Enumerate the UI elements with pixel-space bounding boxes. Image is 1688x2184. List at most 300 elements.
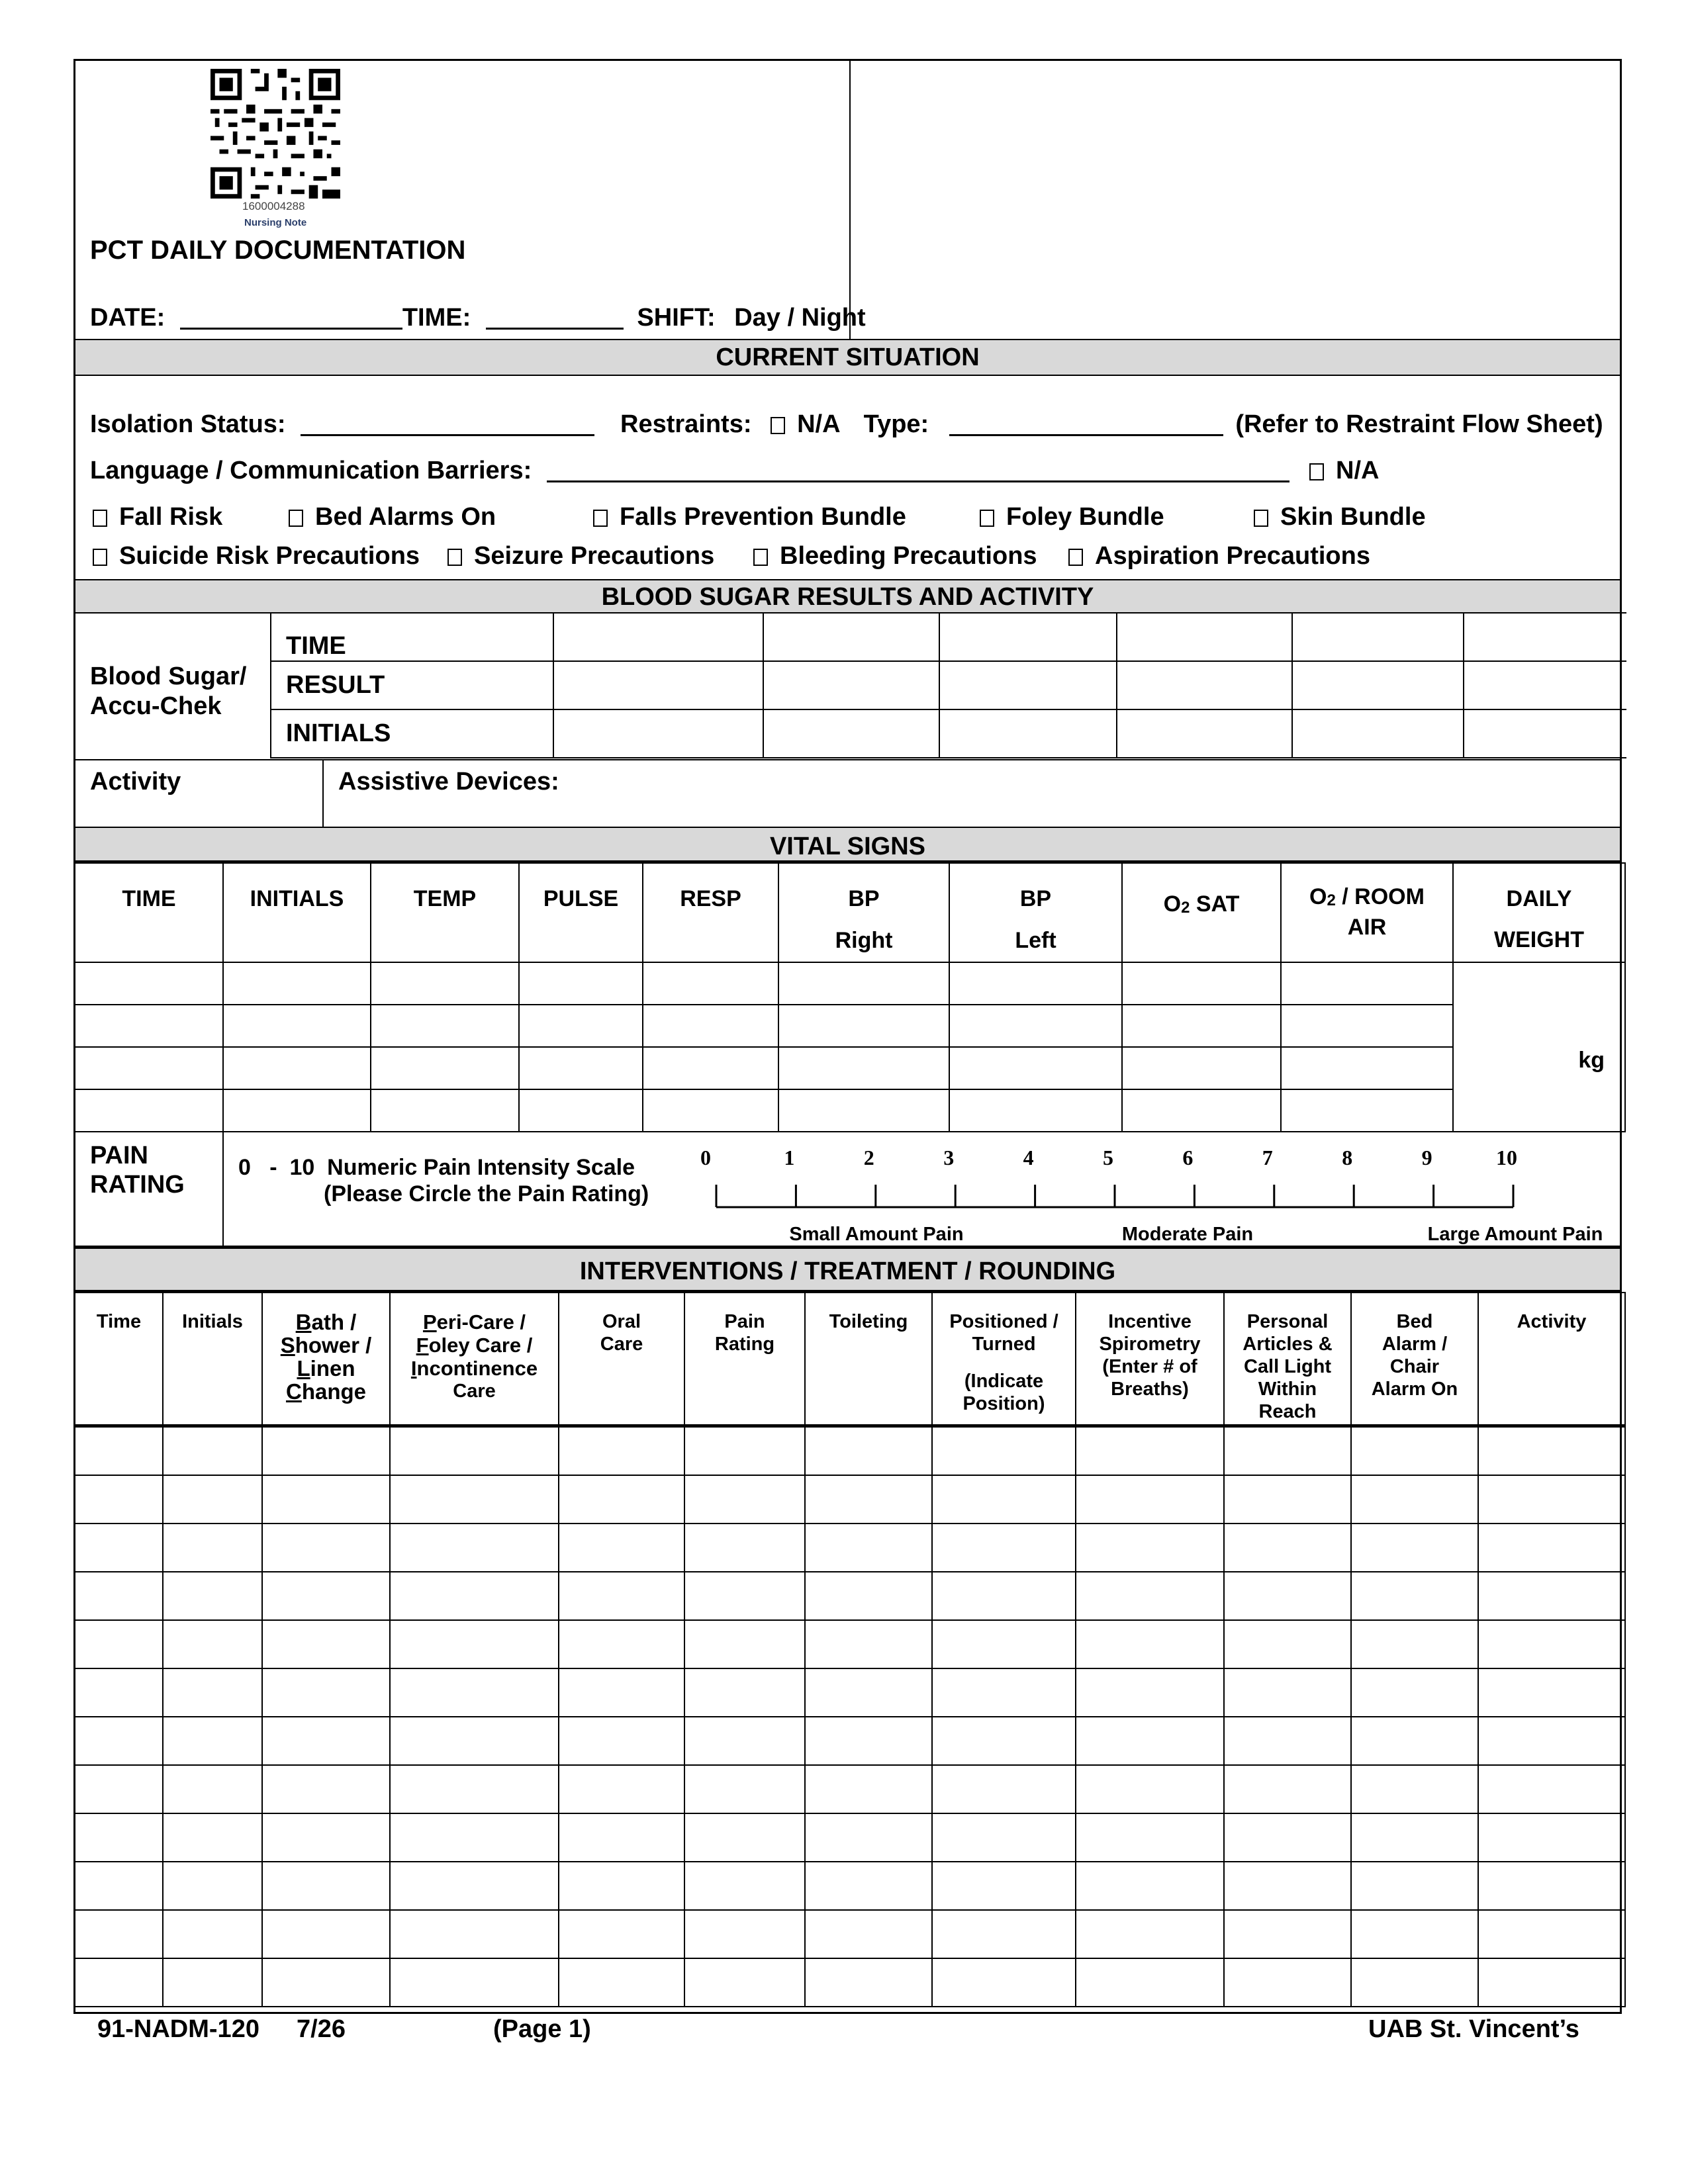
- table-cell[interactable]: [684, 1813, 805, 1862]
- table-cell[interactable]: [949, 1089, 1122, 1132]
- table-cell[interactable]: [1281, 1005, 1453, 1047]
- table-cell[interactable]: [932, 1524, 1076, 1572]
- restraint-type-field[interactable]: [949, 413, 1223, 436]
- table-cell[interactable]: [1351, 1668, 1478, 1717]
- table-cell[interactable]: [1478, 1813, 1625, 1862]
- table-row: [75, 1862, 1625, 1910]
- table-cell[interactable]: [684, 1910, 805, 1958]
- table-cell[interactable]: [75, 1047, 223, 1089]
- header-divider: [849, 61, 851, 340]
- col-o2-sat-text: SAT: [1190, 891, 1240, 917]
- table-cell[interactable]: [1076, 1958, 1224, 2007]
- table-cell[interactable]: [1351, 1765, 1478, 1813]
- table-cell[interactable]: [559, 1620, 684, 1668]
- checkbox-icon[interactable]: [593, 510, 608, 527]
- table-cell[interactable]: [778, 1005, 949, 1047]
- table-cell[interactable]: [262, 1620, 390, 1668]
- pain-scale-note: (Please Circle the Pain Rating): [324, 1181, 649, 1206]
- table-cell[interactable]: [75, 1089, 223, 1132]
- restraints-na-checkbox[interactable]: [771, 417, 785, 434]
- table-cell[interactable]: [1478, 1862, 1625, 1910]
- pain-scale-number[interactable]: 6: [1182, 1146, 1194, 1169]
- table-cell[interactable]: [805, 1572, 932, 1620]
- table-row: [75, 1005, 1625, 1047]
- table-cell[interactable]: [805, 1426, 932, 1475]
- table-cell[interactable]: [684, 1620, 805, 1668]
- table-cell[interactable]: [1076, 1862, 1224, 1910]
- table-cell[interactable]: [75, 1813, 163, 1862]
- pain-scale-number[interactable]: 3: [943, 1146, 955, 1169]
- table-cell[interactable]: [932, 1668, 1076, 1717]
- table-cell[interactable]: [75, 1475, 163, 1524]
- col-positioned-turned: [932, 1293, 1076, 1426]
- pain-scale-number[interactable]: 5: [1103, 1146, 1113, 1169]
- interventions-body: [75, 1426, 1625, 2007]
- col-resp: [643, 863, 778, 962]
- table-cell[interactable]: [1224, 1765, 1351, 1813]
- table-cell[interactable]: [390, 1668, 559, 1717]
- table-cell[interactable]: [390, 1765, 559, 1813]
- checkbox-icon[interactable]: [1068, 549, 1083, 566]
- table-cell[interactable]: [684, 1958, 805, 2007]
- table-cell[interactable]: [223, 1005, 371, 1047]
- table-cell[interactable]: [932, 1862, 1076, 1910]
- table-cell[interactable]: [778, 962, 949, 1005]
- col-time-label: TIME: [122, 886, 176, 911]
- peri-p: P: [422, 1310, 437, 1334]
- table-cell[interactable]: [262, 1765, 390, 1813]
- table-cell[interactable]: [1076, 1765, 1224, 1813]
- table-cell[interactable]: [262, 1910, 390, 1958]
- table-cell[interactable]: [559, 1426, 684, 1475]
- col-pain-rating: [684, 1293, 805, 1426]
- table-cell[interactable]: [371, 962, 519, 1005]
- table-cell[interactable]: [559, 1524, 684, 1572]
- table-cell[interactable]: [390, 1717, 559, 1765]
- table-cell[interactable]: [1351, 1910, 1478, 1958]
- table-cell[interactable]: [390, 1958, 559, 2007]
- table-cell[interactable]: [1076, 1717, 1224, 1765]
- checkbox-bleeding-precautions[interactable]: [753, 542, 1037, 570]
- checkbox-fall-risk[interactable]: [93, 503, 222, 531]
- date-field[interactable]: [180, 306, 402, 330]
- table-cell[interactable]: [1478, 1620, 1625, 1668]
- table-cell[interactable]: [559, 1910, 684, 1958]
- time-field[interactable]: [486, 306, 624, 330]
- pain-scale-number[interactable]: 4: [1023, 1146, 1034, 1169]
- table-cell[interactable]: [1351, 1862, 1478, 1910]
- table-cell[interactable]: [939, 661, 1117, 709]
- checkbox-label: Suicide Risk Precautions: [119, 542, 420, 570]
- table-cell[interactable]: [1224, 1862, 1351, 1910]
- table-cell[interactable]: [1122, 1047, 1281, 1089]
- table-cell[interactable]: [390, 1910, 559, 1958]
- table-cell[interactable]: [643, 962, 778, 1005]
- table-cell[interactable]: [1076, 1475, 1224, 1524]
- col-bath-shower-linen: [262, 1293, 390, 1426]
- table-cell[interactable]: [1224, 1572, 1351, 1620]
- pain-line1: Pain: [724, 1311, 765, 1332]
- table-row: [75, 1958, 1625, 2007]
- table-cell[interactable]: [1464, 661, 1626, 709]
- date-time-shift-row: [90, 304, 866, 332]
- table-cell[interactable]: [1478, 1910, 1625, 1958]
- page-number: (Page 1): [493, 2015, 591, 2043]
- table-cell[interactable]: [559, 1668, 684, 1717]
- table-cell[interactable]: [939, 613, 1117, 661]
- table-cell[interactable]: [805, 1524, 932, 1572]
- pain-scale-number[interactable]: 9: [1421, 1146, 1432, 1169]
- table-cell[interactable]: [262, 1668, 390, 1717]
- table-cell[interactable]: [1224, 1668, 1351, 1717]
- checkbox-icon[interactable]: [1254, 510, 1268, 527]
- col-initials-label: INITIALS: [250, 886, 344, 911]
- table-cell[interactable]: [75, 1572, 163, 1620]
- table-cell[interactable]: [949, 1005, 1122, 1047]
- table-cell[interactable]: [262, 1717, 390, 1765]
- inc-line4: Breaths): [1111, 1379, 1189, 1400]
- blood-sugar-label-line2: Accu-Chek: [90, 692, 222, 720]
- table-cell[interactable]: [932, 1910, 1076, 1958]
- row-label-text: RESULT: [286, 671, 385, 699]
- table-cell[interactable]: [262, 1524, 390, 1572]
- checkbox-suicide-risk[interactable]: [93, 542, 420, 570]
- table-cell[interactable]: [643, 1005, 778, 1047]
- pain-scale-title: 0 - 10 Numeric Pain Intensity Scale: [238, 1155, 635, 1180]
- pain-scale-number[interactable]: 8: [1342, 1146, 1353, 1169]
- pain-label-line1: PAIN: [90, 1142, 148, 1169]
- table-cell[interactable]: [163, 1717, 262, 1765]
- peri-rest3: ncontinence: [416, 1357, 538, 1380]
- table-cell[interactable]: [262, 1813, 390, 1862]
- table-cell[interactable]: [932, 1475, 1076, 1524]
- current-situation-heading: CURRENT SITUATION: [75, 339, 1620, 376]
- table-cell[interactable]: [559, 1862, 684, 1910]
- restraints-row: [620, 410, 1603, 439]
- table-cell[interactable]: [1224, 1426, 1351, 1475]
- table-cell[interactable]: [1122, 1005, 1281, 1047]
- table-cell[interactable]: [262, 1475, 390, 1524]
- table-cell[interactable]: [1351, 1475, 1478, 1524]
- table-cell[interactable]: [75, 1717, 163, 1765]
- col-activity: [1478, 1293, 1625, 1426]
- table-cell[interactable]: [163, 1862, 262, 1910]
- checkbox-aspiration-precautions[interactable]: [1068, 542, 1370, 570]
- table-cell[interactable]: [1117, 661, 1292, 709]
- table-cell[interactable]: [163, 1524, 262, 1572]
- table-cell[interactable]: [553, 613, 763, 661]
- col-time-label: Time: [96, 1311, 142, 1332]
- table-cell[interactable]: [1224, 1910, 1351, 1958]
- table-cell[interactable]: [390, 1813, 559, 1862]
- table-cell[interactable]: [1351, 1426, 1478, 1475]
- table-cell[interactable]: [1351, 1524, 1478, 1572]
- table-cell[interactable]: [1464, 709, 1626, 758]
- table-cell[interactable]: [932, 1620, 1076, 1668]
- checkbox-seizure-precautions[interactable]: [447, 542, 714, 570]
- table-cell[interactable]: [763, 661, 939, 709]
- checkbox-icon[interactable]: [980, 510, 994, 527]
- pain-scale-number[interactable]: 10: [1496, 1146, 1517, 1169]
- table-cell[interactable]: [939, 709, 1117, 758]
- table-cell[interactable]: [1224, 1958, 1351, 2007]
- table-cell[interactable]: [805, 1620, 932, 1668]
- table-cell[interactable]: [75, 1524, 163, 1572]
- table-cell[interactable]: [805, 1862, 932, 1910]
- checkbox-label: Seizure Precautions: [474, 542, 715, 570]
- table-cell[interactable]: [390, 1475, 559, 1524]
- table-cell[interactable]: [559, 1475, 684, 1524]
- table-cell[interactable]: [1076, 1813, 1224, 1862]
- table-cell[interactable]: [75, 1620, 163, 1668]
- table-cell[interactable]: [553, 709, 763, 758]
- table-cell[interactable]: [559, 1572, 684, 1620]
- table-cell[interactable]: [519, 962, 643, 1005]
- table-cell[interactable]: [1281, 962, 1453, 1005]
- restraint-type-label: Type:: [863, 410, 929, 438]
- col-daily-weight: [1453, 863, 1625, 962]
- table-cell[interactable]: [559, 1813, 684, 1862]
- table-cell[interactable]: [684, 1862, 805, 1910]
- table-cell[interactable]: [1478, 1958, 1625, 2007]
- table-cell[interactable]: [1224, 1475, 1351, 1524]
- table-cell[interactable]: [1224, 1717, 1351, 1765]
- table-cell[interactable]: [1478, 1572, 1625, 1620]
- checkbox-icon[interactable]: [753, 549, 768, 566]
- restraints-na-label: N/A: [797, 410, 840, 438]
- table-header-row: [75, 863, 1625, 962]
- table-cell[interactable]: [684, 1765, 805, 1813]
- table-cell[interactable]: [1224, 1620, 1351, 1668]
- table-cell[interactable]: [371, 1047, 519, 1089]
- table-cell[interactable]: [932, 1717, 1076, 1765]
- table-cell[interactable]: [1351, 1813, 1478, 1862]
- table-cell[interactable]: [75, 1862, 163, 1910]
- table-cell[interactable]: [778, 1047, 949, 1089]
- table-cell[interactable]: [223, 1047, 371, 1089]
- peri-i: I: [410, 1357, 417, 1380]
- table-row: [75, 1668, 1625, 1717]
- table-cell[interactable]: [559, 1958, 684, 2007]
- table-cell[interactable]: [1351, 1620, 1478, 1668]
- table-cell[interactable]: [390, 1572, 559, 1620]
- table-cell[interactable]: [684, 1572, 805, 1620]
- checkbox-falls-prevention-bundle[interactable]: [593, 503, 906, 531]
- table-cell[interactable]: [163, 1765, 262, 1813]
- table-cell[interactable]: [390, 1426, 559, 1475]
- table-cell[interactable]: [1478, 1426, 1625, 1475]
- activity-top-line: [75, 759, 1620, 760]
- table-cell[interactable]: [763, 709, 939, 758]
- table-cell[interactable]: [1464, 613, 1626, 661]
- table-cell[interactable]: [1076, 1572, 1224, 1620]
- checkbox-skin-bundle[interactable]: [1254, 503, 1426, 531]
- table-cell[interactable]: [163, 1958, 262, 2007]
- shift-options[interactable]: Day / Night: [734, 304, 866, 332]
- table-cell[interactable]: [1351, 1572, 1478, 1620]
- table-cell[interactable]: [223, 962, 371, 1005]
- isolation-field[interactable]: [301, 413, 594, 436]
- table-cell[interactable]: [805, 1668, 932, 1717]
- table-cell[interactable]: [949, 1047, 1122, 1089]
- table-cell[interactable]: [1478, 1717, 1625, 1765]
- checkbox-bed-alarms-on[interactable]: [289, 503, 496, 531]
- inc-line1: Incentive: [1108, 1311, 1192, 1332]
- table-cell[interactable]: [932, 1958, 1076, 2007]
- table-cell[interactable]: [519, 1089, 643, 1132]
- table-cell[interactable]: [1076, 1910, 1224, 1958]
- language-na-checkbox[interactable]: [1309, 463, 1324, 480]
- table-cell[interactable]: [684, 1668, 805, 1717]
- table-cell[interactable]: [1478, 1475, 1625, 1524]
- table-cell[interactable]: [1478, 1765, 1625, 1813]
- pain-scale-number[interactable]: 7: [1262, 1146, 1273, 1169]
- table-cell[interactable]: [559, 1765, 684, 1813]
- table-cell[interactable]: [1478, 1668, 1625, 1717]
- table-cell[interactable]: [643, 1047, 778, 1089]
- pain-scale-number[interactable]: 0: [700, 1146, 711, 1169]
- table-cell[interactable]: [1292, 661, 1464, 709]
- checkbox-icon[interactable]: [289, 510, 303, 527]
- col-bed-alarm: [1351, 1293, 1478, 1426]
- table-cell[interactable]: [805, 1813, 932, 1862]
- table-cell[interactable]: [559, 1717, 684, 1765]
- table-cell[interactable]: [75, 1958, 163, 2007]
- table-cell[interactable]: [949, 962, 1122, 1005]
- table-cell[interactable]: [805, 1958, 932, 2007]
- table-row: [75, 1089, 1625, 1132]
- table-cell[interactable]: [262, 1426, 390, 1475]
- pain-scale-large-label: Large Amount Pain: [1427, 1224, 1603, 1245]
- pain-label-line2: RATING: [90, 1171, 185, 1199]
- table-cell[interactable]: [262, 1958, 390, 2007]
- table-cell[interactable]: [1122, 962, 1281, 1005]
- table-cell[interactable]: [75, 1005, 223, 1047]
- peri-rest4: Care: [453, 1381, 496, 1402]
- col-bp-left-line1: BP: [1019, 886, 1052, 911]
- checkbox-label: Bleeding Precautions: [780, 542, 1037, 570]
- table-cell[interactable]: [223, 1089, 371, 1132]
- table-cell[interactable]: [932, 1572, 1076, 1620]
- checkbox-icon[interactable]: [93, 549, 107, 566]
- table-cell[interactable]: [163, 1620, 262, 1668]
- table-cell[interactable]: [519, 1005, 643, 1047]
- language-na-label: N/A: [1336, 457, 1380, 484]
- table-cell[interactable]: [778, 1089, 949, 1132]
- pos-line2: Turned: [972, 1334, 1036, 1355]
- table-cell[interactable]: [1351, 1717, 1478, 1765]
- checkbox-foley-bundle[interactable]: [980, 503, 1164, 531]
- table-cell[interactable]: [163, 1475, 262, 1524]
- table-cell[interactable]: [1281, 1047, 1453, 1089]
- table-cell[interactable]: [163, 1910, 262, 1958]
- table-cell[interactable]: [643, 1089, 778, 1132]
- table-cell[interactable]: [163, 1572, 262, 1620]
- pers-line4: Within: [1258, 1379, 1317, 1400]
- checkbox-icon[interactable]: [93, 510, 107, 527]
- inc-line2: Spirometry: [1099, 1334, 1201, 1355]
- table-cell[interactable]: [75, 1910, 163, 1958]
- table-cell[interactable]: [1351, 1958, 1478, 2007]
- table-cell[interactable]: [1117, 613, 1292, 661]
- table-cell[interactable]: [684, 1717, 805, 1765]
- table-cell[interactable]: [932, 1813, 1076, 1862]
- table-cell[interactable]: [519, 1047, 643, 1089]
- table-cell[interactable]: [684, 1524, 805, 1572]
- table-cell[interactable]: [1478, 1524, 1625, 1572]
- peri-f: F: [416, 1334, 429, 1357]
- table-cell[interactable]: [1292, 613, 1464, 661]
- bath-b: B: [295, 1310, 312, 1334]
- table-cell[interactable]: [1076, 1668, 1224, 1717]
- activity-divider: [322, 759, 324, 827]
- table-cell[interactable]: [1076, 1620, 1224, 1668]
- table-row: [75, 1047, 1625, 1089]
- checkbox-icon[interactable]: [447, 549, 462, 566]
- pos-line1: Positioned /: [949, 1311, 1058, 1332]
- table-cell[interactable]: [1076, 1426, 1224, 1475]
- col-personal-articles: [1224, 1293, 1351, 1426]
- table-cell[interactable]: [75, 1426, 163, 1475]
- table-cell[interactable]: [163, 1813, 262, 1862]
- table-header-row: [75, 1293, 1625, 1426]
- row-label: [271, 613, 553, 661]
- language-field[interactable]: [547, 459, 1289, 482]
- table-cell[interactable]: [1224, 1813, 1351, 1862]
- table-cell[interactable]: [262, 1572, 390, 1620]
- table-cell[interactable]: [1076, 1524, 1224, 1572]
- table-cell[interactable]: [371, 1005, 519, 1047]
- table-cell[interactable]: [932, 1765, 1076, 1813]
- col-peri-foley-incontinence: [390, 1293, 559, 1426]
- table-cell[interactable]: [371, 1089, 519, 1132]
- table-cell[interactable]: [805, 1910, 932, 1958]
- table-cell[interactable]: [75, 962, 223, 1005]
- table-cell[interactable]: [1117, 709, 1292, 758]
- table-cell[interactable]: [684, 1426, 805, 1475]
- table-cell[interactable]: [390, 1862, 559, 1910]
- pain-scale-number[interactable]: 1: [784, 1146, 795, 1169]
- table-cell[interactable]: [553, 661, 763, 709]
- table-cell[interactable]: [805, 1475, 932, 1524]
- table-cell[interactable]: [1224, 1524, 1351, 1572]
- table-cell[interactable]: [932, 1426, 1076, 1475]
- table-cell[interactable]: [390, 1620, 559, 1668]
- daily-weight-cell[interactable]: [1453, 962, 1625, 1132]
- table-cell[interactable]: [262, 1862, 390, 1910]
- table-cell[interactable]: [805, 1717, 932, 1765]
- inc-line3: (Enter # of: [1102, 1356, 1197, 1377]
- bed-line4: Alarm On: [1371, 1379, 1458, 1400]
- table-cell[interactable]: [684, 1475, 805, 1524]
- table-cell[interactable]: [1292, 709, 1464, 758]
- table-cell[interactable]: [75, 1765, 163, 1813]
- table-cell[interactable]: [163, 1426, 262, 1475]
- table-cell[interactable]: [763, 613, 939, 661]
- table-cell[interactable]: [390, 1524, 559, 1572]
- table-cell[interactable]: [163, 1668, 262, 1717]
- col-resp-label: RESP: [680, 886, 741, 911]
- pain-scale-number[interactable]: 2: [863, 1146, 874, 1169]
- pain-scale: [684, 1146, 1603, 1246]
- qr-caption: Nursing Note: [244, 217, 307, 228]
- table-cell[interactable]: [75, 1668, 163, 1717]
- table-cell[interactable]: [1122, 1089, 1281, 1132]
- table-cell[interactable]: [805, 1765, 932, 1813]
- table-row: [75, 1475, 1625, 1524]
- table-cell[interactable]: [1281, 1089, 1453, 1132]
- pos-line4: Position): [962, 1393, 1045, 1414]
